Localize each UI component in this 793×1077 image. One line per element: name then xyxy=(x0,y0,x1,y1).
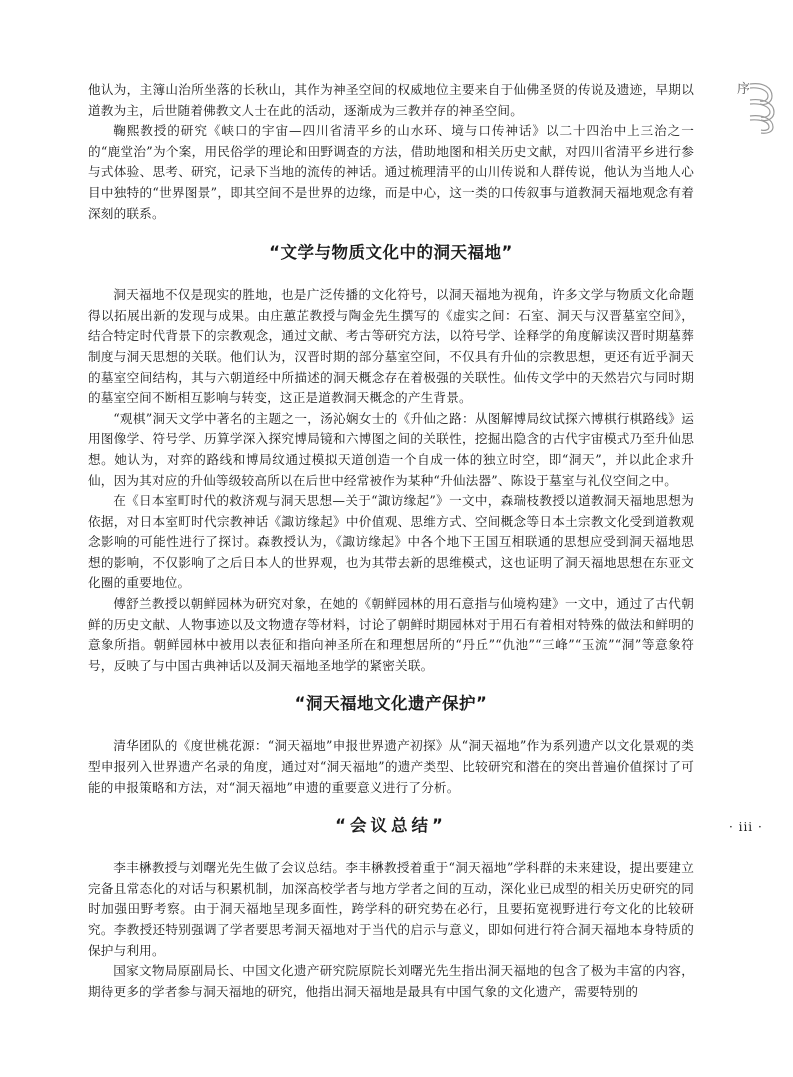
section1-paragraph-3: 在《日本室町时代的救济观与洞天思想—关于“諏访缘起”》一文中，森瑞枝教授以道教洞天福地思想为依据，对日本室町时代宗教神话《諏访缘起》中价值观、思维方式、空间概念等日本土宗教文化受到道教观念影响的可能性进行了探讨。森教授认为，《諏访缘起》中各个地下王国互相联通的思想应受到洞天福地思想的影响，不仅影响了之后日本人的世界观，也为其带去新的思维模式，这也证明了洞天福地思想在东亚文化圈的重要地位。 xyxy=(88,493,694,591)
decorative-spiral-icon xyxy=(748,78,778,134)
section-title-literature: “文学与物质文化中的洞天福地” xyxy=(269,243,513,263)
section1-paragraph-1: 洞天福地不仅是现实的胜地，也是广泛传播的文化符号，以洞天福地为视角，许多文学与物质文化命题得以拓展出新的发现与成果。由庄蕙芷教授与陶金先生撰写的《虚实之间：石室、洞天与汉晋墓室空间》，结合特定时代背景下的宗教观念，通过文献、考古等研究方法，以符号学、诠释学的角度解读汉晋时期墓葬制度与洞天思想的关联。他们认为，汉晋时期的部分墓室空间，不仅具有升仙的宗教思想，更还有近乎洞天的墓室空间结构，其与六朝道经中所描述的洞天概念存在着极强的关联性。仙传文学中的天然岩穴与同时期的墓室空间不断相互影响与转变，这正是道教洞天概念的产生背景。 xyxy=(88,287,694,406)
section-title-summary: “会议总结” xyxy=(335,816,447,836)
section1-paragraph-2: “观棋”洞天文学中著名的主题之一，汤沁娴女士的《升仙之路：从图解博局纹试探六博棋行棋路线》运用图像学、符号学、历算学深入探究博局镜和六博图之间的关联性，挖掘出隐含的古代宇宙模式乃至升仙思想。她认为，对弈的路线和博局纹通过模拟天道创造一个自成一体的独立时空，即“洞天”，并以此企求升仙，因为其对应的升仙等级较高所以在后世中经常被作为某种“升仙法器”、陈设于墓室与礼仪空间之中。 xyxy=(88,410,694,488)
intro-paragraph-2: 鞠熙教授的研究《峡口的宇宙—四川省清平乡的山水环、境与口传神话》以二十四治中上三治之一的“鹿堂治”为个案，用民俗学的理论和田野调查的方法，借助地图和相关历史文献，对四川省清平乡进行参与式体验、思考、研究，记录下当地的流传的神话。通过梳理清平的山川传说和人群传说，他认为当地人心目中独特的“世界图景”，即其空间不是世界的边缘，而是中心，这一类的口传叙事与道教洞天福地观念有着深刻的联系。 xyxy=(88,123,694,221)
main-text xyxy=(88,80,694,1002)
intro-paragraph-1: 他认为，主簿山治所坐落的长秋山，其作为神圣空间的权威地位主要来自于仙佛圣贤的传说及遗迹，早期以道教为主，后世随着佛教文人士在此的活动，逐渐成为三教并存的神圣空间。 xyxy=(88,82,694,118)
page-number: · iii · xyxy=(729,820,763,834)
section-title-heritage: “洞天福地文化遗产保护” xyxy=(294,694,488,714)
section2-paragraph-1: 清华团队的《度世桃花源：“洞天福地”申报世界遗产初探》从“洞天福地”作为系列遗产以文化景观的类型申报列入世界遗产名录的角度，通过对“洞天福地”的遗产类型、比较研究和潜在的突出普遍价值探讨了可能的申报策略和方法，对“洞天福地”申遗的重要意义进行了分析。 xyxy=(88,738,694,795)
chapter-side-label: 序 xyxy=(737,82,751,97)
section3-paragraph-1: 李丰楙教授与刘曙光先生做了会议总结。李丰楙教授着重于“洞天福地”学科群的未来建设，提出要建立完备且常态化的对话与积累机制，加深高校学者与地方学者之间的互动，深化业已成型的相关历史研究的同时加强田野考察。由于洞天福地呈现多面性，跨学科的研究势在必行，且要拓宽视野进行夸文化的比较研究。李教授还特别强调了学者要思考洞天福地对于当代的启示与意义，即如何进行符合洞天福地本身特质的保护与利用。 xyxy=(88,860,694,958)
section3-paragraph-2: 国家文物局原副局长、中国文化遗产研究院原院长刘曙光先生指出洞天福地的包含了极为丰富的内容，期待更多的学者参与洞天福地的研究，他指出洞天福地是最具有中国气象的文化遗产，需要特别的 xyxy=(88,963,694,999)
section1-paragraph-4: 傅舒兰教授以朝鲜园林为研究对象，在她的《朝鲜园林的用石意指与仙境构建》一文中，通过了古代朝鲜的历史文献、人物事迹以及文物遗存等材料，讨论了朝鲜时期园林对于用石有着相对特殊的做法和鲜明的意象所指。朝鲜园林中被用以表征和指向神圣所在和理想居所的“丹丘”“仇池”“三峰”“玉流”“洞”等意象符号，反映了与中国古典神话以及洞天福地圣地学的紧密关联。 xyxy=(88,596,694,673)
